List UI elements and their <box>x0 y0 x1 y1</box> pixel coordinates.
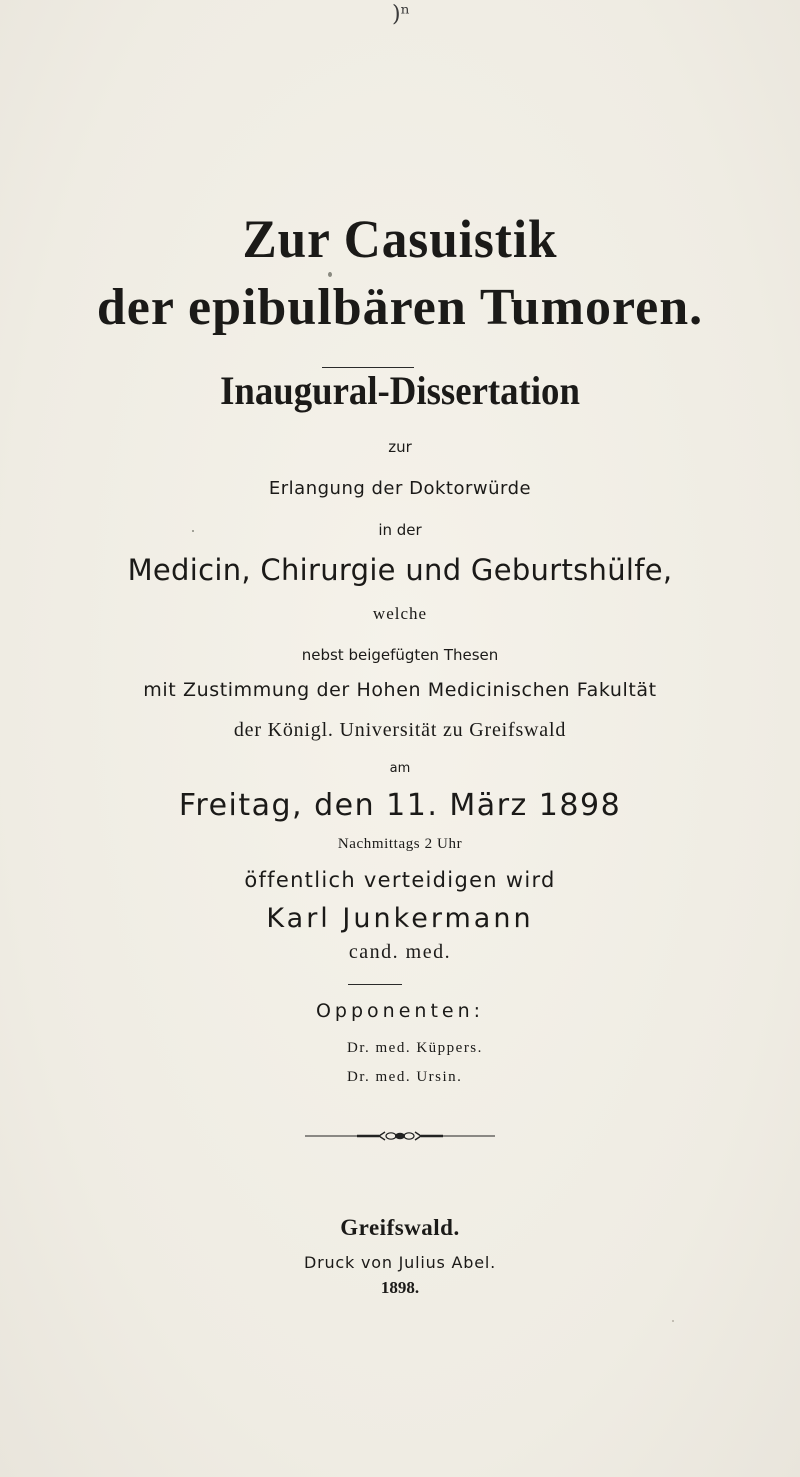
opponent-1: Dr. med. Küppers. <box>347 1040 483 1056</box>
handwritten-mark: )ⁿ <box>392 2 411 27</box>
text-nebst: nebst beigefügten Thesen <box>301 646 499 664</box>
title-line-1: Zur Casuistik <box>242 209 558 269</box>
defense-time: Nachmittags 2 Uhr <box>337 836 463 852</box>
paper-speck <box>192 530 194 532</box>
text-in-der: in der <box>378 521 422 539</box>
imprint-city: Greifswald. <box>340 1215 460 1240</box>
defense-date: Freitag, den 11. März 1898 <box>178 788 622 823</box>
opponent-2: Dr. med. Ursin. <box>347 1069 463 1085</box>
ornament-divider <box>305 1131 495 1141</box>
paper-speck <box>328 272 332 277</box>
title-line-2: der epibulbären Tumoren. <box>96 279 704 336</box>
university-line: der Königl. Universität zu Greifswald <box>233 719 567 741</box>
text-erlangung: Erlangung der Doktorwürde <box>268 478 532 499</box>
paper-speck <box>672 1320 674 1322</box>
text-am: am <box>389 761 411 776</box>
opponents-heading: Opponenten: <box>315 1000 485 1022</box>
text-zustimmung: mit Zustimmung der Hohen Medicinischen Fakultät <box>143 679 657 701</box>
imprint-year: 1898. <box>380 1278 420 1297</box>
text-zur: zur <box>388 438 412 456</box>
text-welche: welche <box>372 604 428 623</box>
author-name: Karl Junkermann <box>266 903 534 934</box>
imprint-printer: Druck von Julius Abel. <box>303 1253 497 1272</box>
divider-rule-middle <box>348 984 402 985</box>
dissertation-heading: Inaugural-Dissertation <box>220 368 580 413</box>
faculty-field: Medicin, Chirurgie und Geburtshülfe, <box>127 553 673 587</box>
author-title: cand. med. <box>348 941 452 963</box>
text-verteidigen: öffentlich verteidigen wird <box>244 868 556 892</box>
